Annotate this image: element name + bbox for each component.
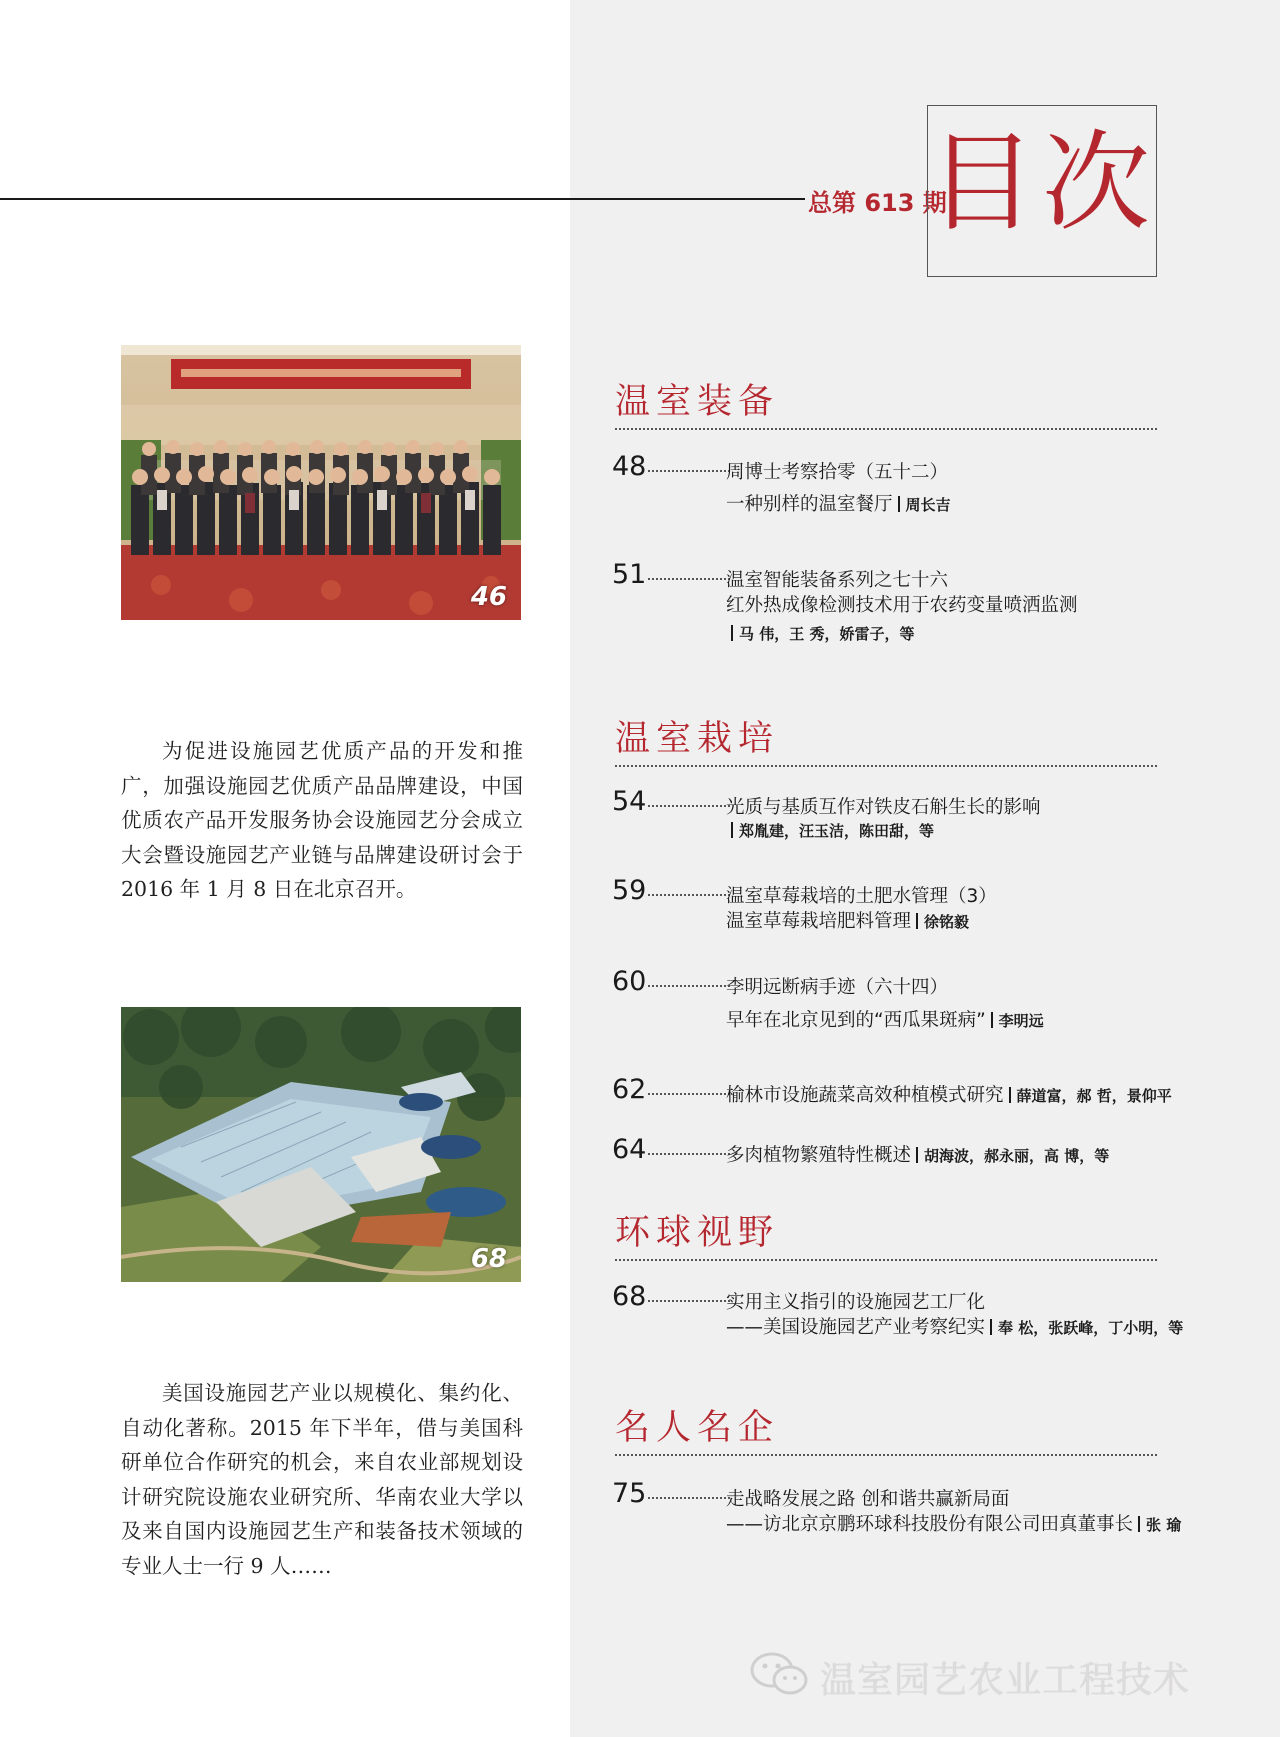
toc-entry-54[interactable] [612,786,1212,840]
issue-number: 总第 613 期 [808,189,947,217]
entry-author-line [726,623,914,644]
section-title: 温室栽培 [615,719,780,759]
section-greenhouse-equipment [615,378,1157,430]
entry-subtitle: ——美国设施园艺产业考察纪实 奉 松，张跃峰，丁小明，等 [726,1317,1184,1338]
section-famous-enterprises [615,1404,1157,1456]
entry-subtitle: 早年在北京见到的“西瓜果斑病” 李明远 [726,1010,1044,1031]
entry-title: 实用主义指引的设施园艺工厂化 [726,1292,986,1313]
entry-title: 榆林市设施蔬菜高效种植模式研究 薛道富，郝 哲，景仰平 [726,1085,1172,1106]
aerial-photo-image [121,1007,521,1282]
page-number: 64 [612,1134,647,1165]
toc-entry-51[interactable] [612,559,1212,643]
leader-dots [648,1153,730,1155]
section-title: 名人名企 [615,1408,780,1448]
group-photo-image [121,345,521,620]
entry-author: 薛道富，郝 哲，景仰平 [1004,1087,1172,1105]
section-divider [615,428,1157,430]
header-rule [0,198,805,200]
page-number: 54 [612,786,647,817]
leader-dots [648,894,730,896]
entry-author: 奉 松，张跃峰，丁小明，等 [985,1319,1183,1337]
page-number: 62 [612,1074,647,1105]
photo2-caption: 美国设施园艺产业以规模化、集约化、自动化著称。2015 年下半年，借与美国科研单位合作研究的机会，来自农业部规划设计研究院设施农业研究所、华南农业大学以及来自国内设施园艺生产和装备技术领域的专业人士一行 9 人…… [121,1381,523,1578]
entry-subtitle: 一种别样的温室餐厅 周长吉 [726,494,951,515]
toc-entry-68[interactable] [612,1281,1212,1338]
toc-panel [570,0,1280,1737]
leader-dots [648,1093,730,1095]
section-greenhouse-cultivation [615,715,1157,767]
page-number: 59 [612,875,647,906]
entry-author: 郑胤建，汪玉洁，陈田甜，等 [726,822,934,840]
section-title: 环球视野 [615,1213,780,1253]
toc-entry-75[interactable] [612,1478,1212,1535]
section-title: 温室装备 [615,382,780,422]
toc-entry-60[interactable] [612,966,1212,1031]
entry-author: 胡海波，郝永丽，高 博，等 [911,1147,1109,1165]
toc-entry-59[interactable] [612,875,1212,932]
entry-author: 李明远 [986,1012,1044,1030]
photo1-page-number: 46 [470,582,507,612]
entry-subtitle: ——访北京京鹏环球科技股份有限公司田真董事长 张 瑜 [726,1514,1182,1535]
entry-author: 马 伟，王 秀，娇雷子，等 [726,625,914,643]
leader-dots [648,1497,730,1499]
toc-title: 目次 [928,121,1157,246]
entry-author: 周长吉 [893,496,951,514]
page-number: 68 [612,1281,647,1312]
leader-dots [648,985,730,987]
section-divider [615,1259,1157,1261]
entry-title: 周博士考察拾零（五十二） [726,462,949,483]
leader-dots [648,1300,730,1302]
entry-title: 温室智能装备系列之七十六 [726,570,949,591]
leader-dots [648,805,730,807]
page-number: 48 [612,451,647,482]
section-divider [615,765,1157,767]
entry-author-line [726,820,934,841]
entry-title: 温室草莓栽培的土肥水管理（3） [726,886,997,907]
leader-dots [648,470,730,472]
entry-title: 多肉植物繁殖特性概述 胡海波，郝永丽，高 博，等 [726,1145,1110,1166]
watermark-text: 温室园艺农业工程技术 [820,1660,1191,1701]
group-photo [121,345,521,620]
toc-title-box [927,105,1157,277]
toc-entry-64[interactable] [612,1134,1212,1166]
entry-subtitle: 温室草莓栽培肥料管理 徐铭毅 [726,911,970,932]
photo1-caption: 为促进设施园艺优质产品的开发和推广，加强设施园艺优质产品品牌建设，中国优质农产品开发服务协会设施园艺分会成立大会暨设施园艺产业链与品牌建设研讨会于 2016 年 1 月 8 日在北京召开。 [121,739,523,901]
entry-author: 张 瑜 [1133,1516,1181,1534]
entry-subtitle: 红外热成像检测技术用于农药变量喷洒监测 [726,595,1078,616]
page-number: 51 [612,559,647,590]
section-divider [615,1454,1157,1456]
page-number: 75 [612,1478,647,1509]
photo2-page-number: 68 [470,1244,507,1274]
leader-dots [648,578,730,580]
entry-author: 徐铭毅 [911,913,969,931]
section-global-view [615,1209,1157,1261]
wechat-icon [748,1650,812,1698]
entry-title: 李明远断病手迹（六十四） [726,977,949,998]
page-number: 60 [612,966,647,997]
toc-entry-48[interactable] [612,451,1212,515]
entry-title: 走战略发展之路 创和谐共赢新局面 [726,1489,1010,1510]
toc-entry-62[interactable] [612,1074,1212,1106]
entry-title: 光质与基质互作对铁皮石斛生长的影响 [726,797,1041,818]
aerial-photo [121,1007,521,1282]
